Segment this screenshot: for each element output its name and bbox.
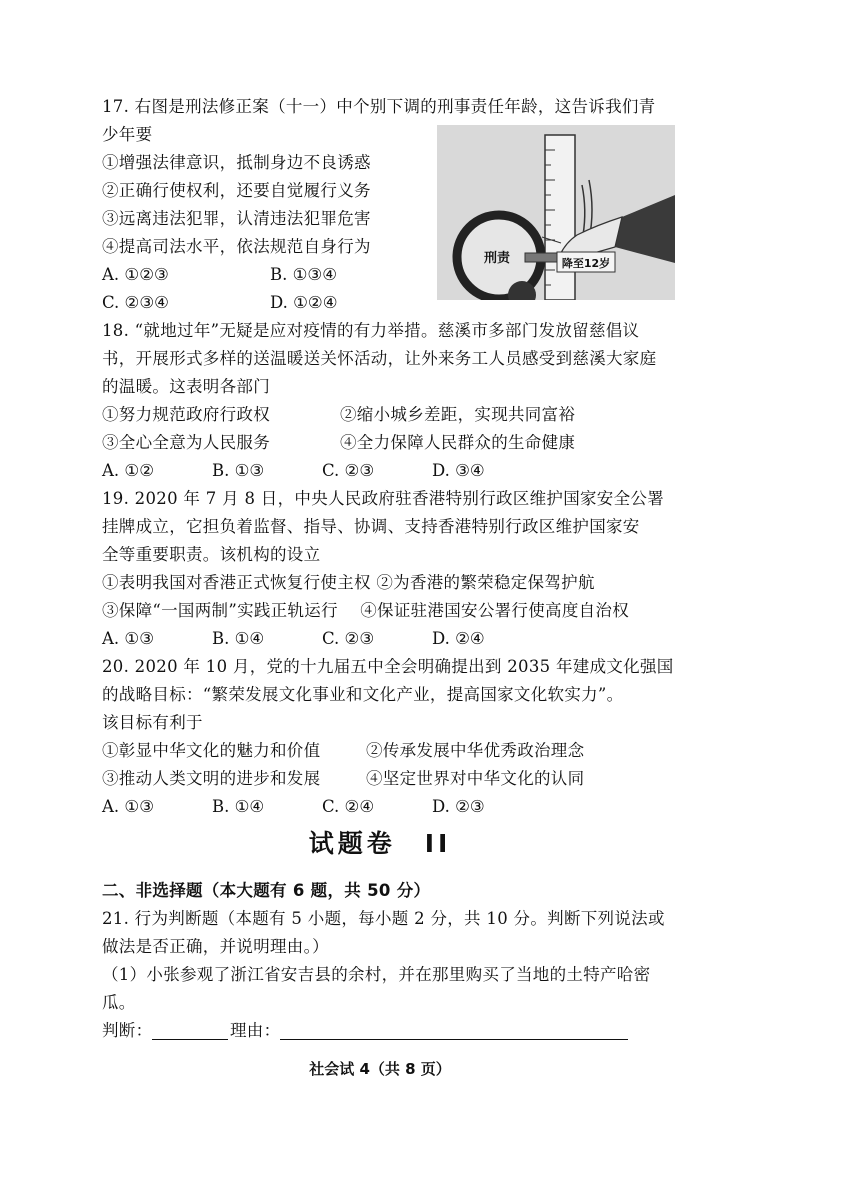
- q18-option-c: C. ②③: [322, 461, 375, 480]
- q19-stem-line3: 全等重要职责。该机构的设立: [102, 545, 321, 564]
- q18-option-d: D. ③④: [432, 461, 485, 480]
- reason-label: 理由：: [230, 1021, 281, 1040]
- age-ruler-illustration: [437, 125, 675, 300]
- q17-stem-line2: 少年要: [102, 125, 153, 144]
- judge-answer-blank[interactable]: [152, 1039, 228, 1040]
- q17-option-c: C. ②③④: [102, 293, 169, 312]
- q20-item-1: ①彰显中华文化的魅力和价值: [102, 741, 321, 760]
- age-ruler-right-label: 降至12岁: [561, 257, 611, 270]
- q19-option-b: B. ①④: [212, 629, 265, 648]
- q18-item-3: ③全心全意为人民服务: [102, 433, 270, 452]
- judge-label: 判断：: [102, 1021, 153, 1040]
- q19-items-row1: ①表明我国对香港正式恢复行使主权 ②为香港的繁荣稳定保驾护航: [102, 573, 595, 592]
- age-ruler-left-label: 刑责: [483, 251, 511, 266]
- q19-items-row2: ③保障“一国两制”实践正轨运行 ④保证驻港国安公署行使高度自治权: [102, 601, 630, 620]
- section-title: 试题卷 II: [308, 829, 452, 858]
- reason-answer-blank[interactable]: [280, 1039, 628, 1040]
- q18-option-b: B. ①③: [212, 461, 265, 480]
- q21-stem-line1: 21. 行为判断题（本题有 5 小题，每小题 2 分，共 10 分。判断下列说法或: [102, 909, 665, 928]
- q17-item-4: ④提高司法水平，依法规范自身行为: [102, 237, 371, 256]
- q20-item-3: ③推动人类文明的进步和发展: [102, 769, 321, 788]
- q17-option-d: D. ①②④: [270, 293, 338, 312]
- q17-item-2: ②正确行使权利，还要自觉履行义务: [102, 181, 371, 200]
- q19-stem-line2: 挂牌成立，它担负着监督、指导、协调、支持香港特别行政区维护国家安: [102, 517, 640, 536]
- q18-item-2: ②缩小城乡差距，实现共同富裕: [340, 405, 576, 424]
- q20-stem-line2: 的战略目标：“繁荣发展文化事业和文化产业，提高国家文化软实力”。: [102, 685, 624, 704]
- q17-item-3: ③远离违法犯罪，认清违法犯罪危害: [102, 209, 371, 228]
- q20-item-2: ②传承发展中华优秀政治理念: [366, 741, 585, 760]
- q18-stem-line2: 书，开展形式多样的送温暖送关怀活动，让外来务工人员感受到慈溪大家庭: [102, 349, 657, 368]
- q18-option-a: A. ①②: [102, 461, 154, 480]
- q17-stem-line1: 17. 右图是刑法修正案（十一）中个别下调的刑事责任年龄，这告诉我们青: [102, 97, 656, 116]
- q21-sub1-line1: （1）小张参观了浙江省安吉县的余村，并在那里购买了当地的土特产哈密: [102, 965, 651, 984]
- q20-stem-line3: 该目标有利于: [102, 713, 203, 732]
- q20-option-a: A. ①③: [102, 797, 154, 816]
- q19-stem-line1: 19. 2020 年 7 月 8 日，中央人民政府驻香港特别行政区维护国家安全公署: [102, 489, 664, 508]
- q18-item-1: ①努力规范政府行政权: [102, 405, 270, 424]
- q20-option-d: D. ②③: [432, 797, 485, 816]
- q21-sub1-line2: 瓜。: [102, 993, 136, 1012]
- q20-option-c: C. ②④: [322, 797, 375, 816]
- q18-item-4: ④全力保障人民群众的生命健康: [340, 433, 576, 452]
- q20-stem-line1: 20. 2020 年 10 月，党的十九届五中全会明确提出到 2035 年建成文化强国: [102, 657, 674, 676]
- q20-item-4: ④坚定世界对中华文化的认同: [366, 769, 585, 788]
- q20-option-b: B. ①④: [212, 797, 265, 816]
- q21-stem-line2: 做法是否正确，并说明理由。）: [102, 937, 329, 956]
- q19-option-c: C. ②③: [322, 629, 375, 648]
- page-footer: 社会试 4（共 8 页）: [309, 1060, 451, 1078]
- q17-item-1: ①增强法律意识，抵制身边不良诱惑: [102, 153, 371, 172]
- section2-heading: 二、非选择题（本大题有 6 题，共 50 分）: [102, 881, 431, 900]
- q17-option-a: A. ①②③: [102, 265, 169, 284]
- q19-option-a: A. ①③: [102, 629, 154, 648]
- q18-stem-line3: 的温暖。这表明各部门: [102, 377, 270, 396]
- q19-option-d: D. ②④: [432, 629, 485, 648]
- q17-option-b: B. ①③④: [270, 265, 337, 284]
- q18-stem-line1: 18. “就地过年”无疑是应对疫情的有力举措。慈溪市多部门发放留慈倡议: [102, 321, 640, 340]
